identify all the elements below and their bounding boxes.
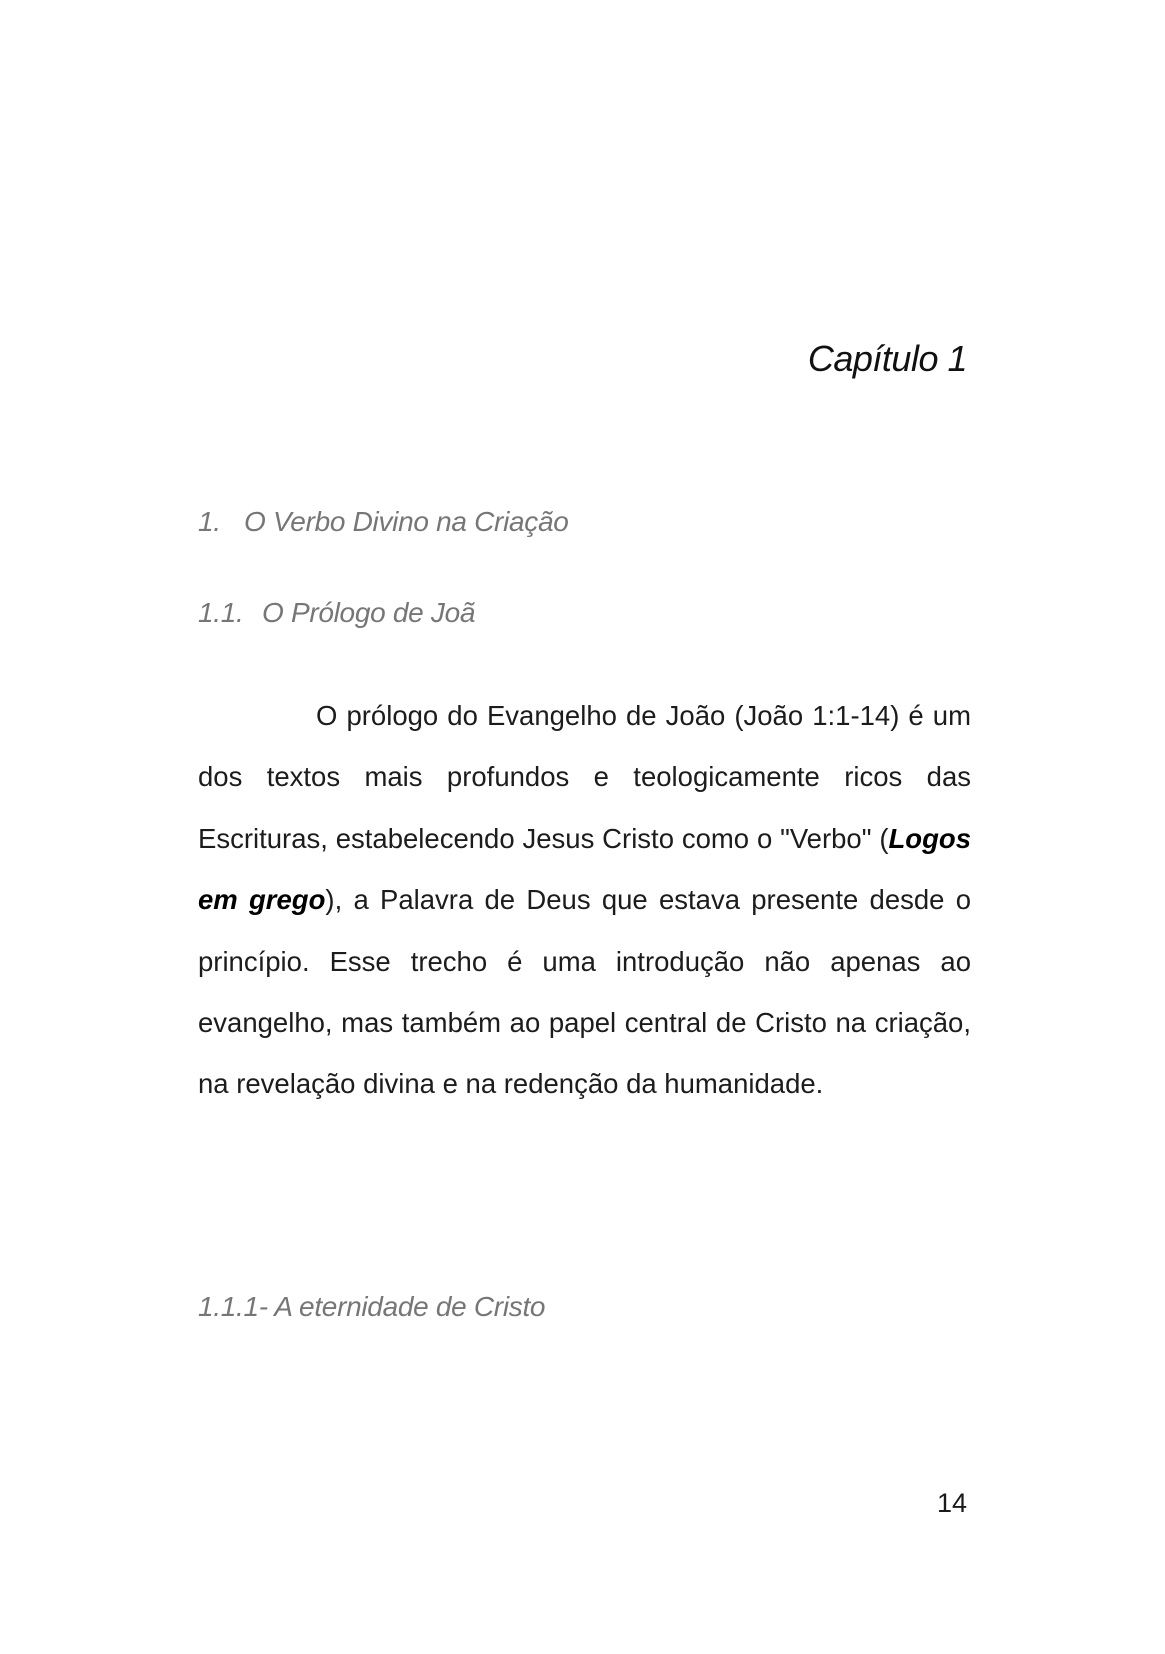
section-title: O Prólogo de Joã	[262, 597, 476, 628]
section-number: 1.	[198, 506, 221, 537]
section-title: 1.1.1- A eternidade de Cristo	[198, 1291, 546, 1322]
section-heading-1	[198, 506, 569, 538]
body-paragraph	[198, 685, 971, 1115]
paragraph-text-part-1: O prólogo do Evangelho de João (João 1:1-14) é um dos textos mais profundos e teologicamente ricos das Escrituras, estabelecendo Jesus Cristo como o "Verbo" (	[198, 700, 971, 854]
paragraph-text-part-2: ), a Palavra de Deus que estava presente desde o princípio. Esse trecho é uma introdução não apenas ao evangelho, mas também ao papel central de Cristo na criação, na revelação divina e na redenção da humanidade.	[198, 884, 972, 1100]
paragraph-emphasis: Logos em grego	[198, 822, 971, 916]
section-heading-1-1-1	[198, 1291, 545, 1323]
chapter-title: Capítulo 1	[807, 338, 967, 379]
page-number: 14	[936, 1488, 967, 1518]
section-title: O Verbo Divino na Criação	[244, 506, 569, 537]
section-number: 1.1.	[198, 597, 244, 628]
section-heading-1-1	[198, 597, 475, 629]
